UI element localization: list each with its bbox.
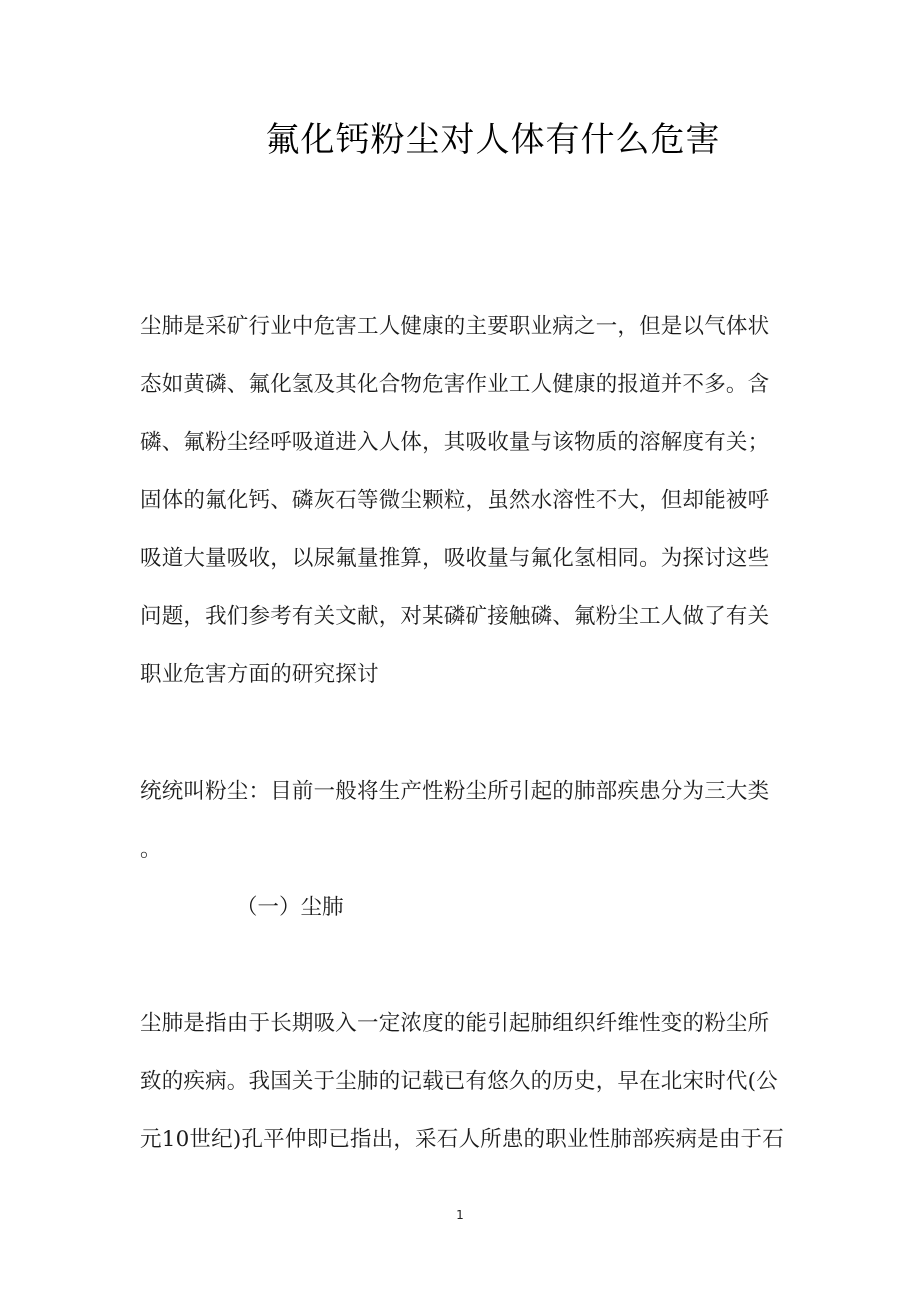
text-line: 元10世纪)孔平仲即已指出，采石人所患的职业性肺部疾病是由于石 bbox=[140, 1127, 784, 1152]
text-line: 态如黄磷、氟化氢及其化合物危害作业工人健康的报道并不多。含 bbox=[140, 372, 770, 397]
text-line: 吸道大量吸收，以尿氟量推算，吸收量与氟化氢相同。为探讨这些 bbox=[140, 546, 770, 571]
section-heading-pneumoconiosis: （一）尘肺 bbox=[236, 895, 344, 920]
text-line: 。 bbox=[140, 837, 162, 862]
text-line: 职业危害方面的研究探讨 bbox=[140, 662, 379, 687]
text-line: 尘肺是采矿行业中危害工人健康的主要职业病之一，但是以气体状 bbox=[140, 314, 770, 339]
text-line: 致的疾病。我国关于尘肺的记载已有悠久的历史，早在北宋时代(公 bbox=[140, 1069, 778, 1094]
document-title: 氟化钙粉尘对人体有什么危害 bbox=[265, 120, 721, 160]
text-line: 问题，我们参考有关文献，对某磷矿接触磷、氟粉尘工人做了有关 bbox=[140, 604, 770, 629]
text-line: 统统叫粉尘：目前一般将生产性粉尘所引起的肺部疾患分为三大类 bbox=[140, 779, 770, 804]
text-line: 固体的氟化钙、磷灰石等微尘颗粒，虽然水溶性不大，但却能被呼 bbox=[140, 488, 770, 513]
page-number: 1 bbox=[456, 1208, 464, 1222]
text-line: 尘肺是指由于长期吸入一定浓度的能引起肺组织纤维性变的粉尘所 bbox=[140, 1011, 770, 1036]
text-line: 磷、氟粉尘经呼吸道进入人体，其吸收量与该物质的溶解度有关； bbox=[140, 430, 770, 455]
